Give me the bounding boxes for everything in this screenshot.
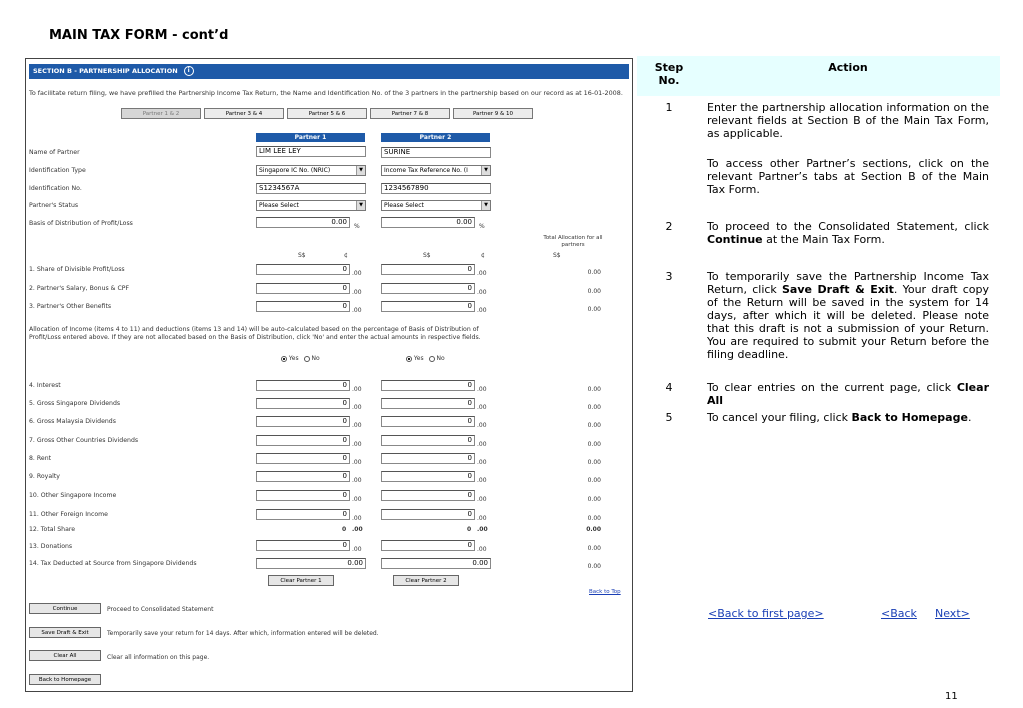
step-5-text — [707, 411, 989, 424]
step-text: To proceed to the Consolidated Statement, click — [707, 220, 989, 233]
radio-yes-label: Yes — [413, 355, 424, 362]
chevron-down-icon: ▼ — [481, 166, 490, 175]
item-11-total: 0.00 — [587, 515, 601, 522]
step-4-text — [707, 381, 989, 407]
radio-no-label: No — [436, 355, 445, 362]
item-label: 11. Other Foreign Income — [29, 511, 108, 518]
radio-no-label: No — [311, 355, 320, 362]
cent-suffix: .00 — [352, 441, 362, 448]
tab-partner-3-4[interactable]: Partner 3 & 4 — [204, 108, 284, 119]
cent-suffix: .00 — [477, 307, 487, 314]
step-bold: Clear All — [707, 381, 989, 407]
item-1-p2-input[interactable]: 0 — [381, 264, 475, 275]
label-partner-status: Partner's Status — [29, 202, 79, 209]
item-8-p2-input[interactable]: 0 — [381, 453, 475, 464]
total-share-suffix: .00 — [352, 526, 363, 533]
item-5-total: 0.00 — [587, 404, 601, 411]
item-10-total: 0.00 — [587, 496, 601, 503]
partner-2-basis-input[interactable]: 0.00 — [381, 217, 475, 228]
step-number: 1 — [665, 101, 673, 114]
cent-suffix: .00 — [477, 441, 487, 448]
radio-yes-label: Yes — [288, 355, 299, 362]
currency-cent-2: ¢ — [481, 252, 485, 259]
donations-total: 0.00 — [587, 545, 601, 552]
cent-suffix: .00 — [352, 496, 362, 503]
step-number: 3 — [665, 270, 673, 283]
step-2-text — [707, 220, 989, 246]
partner-2-id-no-input[interactable]: 1234567890 — [381, 183, 491, 194]
item-10-p1-input[interactable]: 0 — [256, 490, 350, 501]
tax-deducted-total: 0.00 — [587, 563, 601, 570]
partner-1-id-no-input[interactable]: S1234567A — [256, 183, 366, 194]
chevron-down-icon: ▼ — [481, 201, 490, 210]
item-4-p1-input[interactable]: 0 — [256, 380, 350, 391]
clear-partner-1-button[interactable]: Clear Partner 1 — [268, 575, 334, 586]
step-text: To clear entries on the current page, click — [707, 381, 957, 394]
tax-deducted-p1-input[interactable]: 0.00 — [256, 558, 366, 569]
cent-suffix: .00 — [477, 289, 487, 296]
item-3-p2-input[interactable]: 0 — [381, 301, 475, 312]
intro-text: To facilitate return filing, we have prefilled the Partnership Income Tax Return, the Name and Identification No. of the 3 partners in the partnership based on our record as at 16-01-2008. — [29, 89, 623, 97]
cent-suffix: .00 — [352, 515, 362, 522]
item-2-p2-input[interactable]: 0 — [381, 283, 475, 294]
step-3-text — [707, 270, 989, 361]
clear-all-button[interactable]: Clear All — [29, 650, 101, 661]
step-text: . — [967, 411, 972, 424]
cent-suffix: .00 — [352, 459, 362, 466]
item-label: 1. Share of Divisible Profit/Loss — [29, 266, 125, 273]
cent-suffix: .00 — [352, 386, 362, 393]
partner-1-id-type-value: Singapore IC No. (NRIC) — [259, 167, 331, 174]
tax-deducted-p2-input[interactable]: 0.00 — [381, 558, 491, 569]
radio-no-p2[interactable] — [429, 356, 435, 362]
item-label: 3. Partner's Other Benefits — [29, 303, 112, 310]
tab-partner-9-10[interactable]: Partner 9 & 10 — [453, 108, 533, 119]
partner-1-name-input[interactable]: LIM LEE LEY — [256, 146, 366, 157]
item-11-p2-input[interactable]: 0 — [381, 509, 475, 520]
tax-deducted-label: 14. Tax Deducted at Source from Singapore Dividends — [29, 560, 197, 567]
cent-suffix: .00 — [477, 515, 487, 522]
step-text: To cancel your filing, click — [707, 411, 852, 424]
item-4-p2-input[interactable]: 0 — [381, 380, 475, 391]
partner-2-id-type-value: Income Tax Reference No. (I — [384, 167, 468, 174]
item-6-p1-input[interactable]: 0 — [256, 416, 350, 427]
cent-suffix: .00 — [477, 496, 487, 503]
tab-partner-1-2[interactable]: Partner 1 & 2 — [121, 108, 201, 119]
total-allocation-header: Total Allocation for all partners — [543, 235, 603, 248]
partner-1-header: Partner 1 — [256, 133, 365, 142]
item-6-p2-input[interactable]: 0 — [381, 416, 475, 427]
percent-sign: % — [479, 223, 485, 230]
slide-title: MAIN TAX FORM - cont’d — [49, 28, 229, 43]
donations-label: 13. Donations — [29, 543, 73, 550]
partner-2-status-select[interactable] — [381, 200, 491, 211]
cent-suffix: .00 — [352, 270, 362, 277]
partner-1-basis-input[interactable]: 0.00 — [256, 217, 350, 228]
step-bold: Back to Homepage — [851, 411, 968, 424]
currency-sd-total: S$ — [553, 252, 561, 259]
item-label: 9. Royalty — [29, 473, 60, 480]
back-to-first-page-link[interactable]: <Back to first page> — [708, 607, 824, 620]
partner-2-name-input[interactable]: SURINE — [381, 147, 491, 158]
step-number: 4 — [665, 381, 673, 394]
next-link[interactable]: Next> — [935, 607, 970, 620]
step-text: at the Main Tax Form. — [762, 233, 885, 246]
step-text: To temporarily save the Partnership Income Tax Return, click — [707, 270, 989, 296]
cent-suffix: .00 — [352, 289, 362, 296]
item-7-total: 0.00 — [587, 441, 601, 448]
radio-no-p1[interactable] — [304, 356, 310, 362]
partner-2-status-value: Please Select — [384, 202, 424, 209]
item-3-p1-input[interactable]: 0 — [256, 301, 350, 312]
label-identification-type: Identification Type — [29, 167, 86, 174]
tab-partner-7-8[interactable]: Partner 7 & 8 — [370, 108, 450, 119]
item-1-total: 0.00 — [587, 269, 601, 276]
donations-p2-input[interactable]: 0 — [381, 540, 475, 551]
currency-cent-1: ¢ — [344, 252, 348, 259]
back-to-homepage-button[interactable]: Back to Homepage — [29, 674, 101, 685]
item-label: 2. Partner's Salary, Bonus & CPF — [29, 285, 130, 292]
item-11-p1-input[interactable]: 0 — [256, 509, 350, 520]
chevron-down-icon: ▼ — [356, 201, 365, 210]
step-bold: Save Draft & Exit — [782, 283, 894, 296]
partner-1-allocation-radio — [281, 355, 320, 362]
cent-suffix: .00 — [477, 459, 487, 466]
item-8-total: 0.00 — [587, 459, 601, 466]
total-share-p2: 0 — [467, 526, 472, 533]
clear-partner-2-button[interactable]: Clear Partner 2 — [393, 575, 459, 586]
percent-sign: % — [354, 223, 360, 230]
cent-suffix: .00 — [477, 386, 487, 393]
total-share-total: 0.00 — [586, 526, 601, 533]
partner-1-status-select[interactable] — [256, 200, 366, 211]
continue-button[interactable]: Continue — [29, 603, 101, 614]
item-label: 7. Gross Other Countries Dividends — [29, 437, 139, 444]
currency-sd-1: S$ — [298, 252, 306, 259]
total-share-label: 12. Total Share — [29, 526, 76, 533]
step-bold: Continue — [707, 233, 763, 246]
item-4-total: 0.00 — [587, 386, 601, 393]
item-2-total: 0.00 — [587, 288, 601, 295]
item-3-total: 0.00 — [587, 306, 601, 313]
cent-suffix: .00 — [352, 307, 362, 314]
donations-p1-input[interactable]: 0 — [256, 540, 350, 551]
item-5-p1-input[interactable]: 0 — [256, 398, 350, 409]
save-draft-exit-button[interactable]: Save Draft & Exit — [29, 627, 101, 638]
cent-suffix: .00 — [477, 404, 487, 411]
item-label: 10. Other Singapore Income — [29, 492, 117, 499]
save-draft-desc: Temporarily save your return for 14 days. After which, information entered will be deleted. — [107, 630, 379, 637]
cent-suffix: .00 — [352, 546, 362, 553]
item-5-p2-input[interactable]: 0 — [381, 398, 475, 409]
back-link[interactable]: <Back — [881, 607, 917, 620]
item-9-p1-input[interactable]: 0 — [256, 471, 350, 482]
tab-partner-5-6[interactable]: Partner 5 & 6 — [287, 108, 367, 119]
partner-1-id-type-select[interactable] — [256, 165, 366, 176]
item-10-p2-input[interactable]: 0 — [381, 490, 475, 501]
info-icon[interactable]: i — [184, 66, 194, 76]
step-1-text-a: Enter the partnership allocation information on the relevant fields at Section B of the Main Tax Form, as applicable. — [707, 101, 989, 140]
section-title: SECTION B - PARTNERSHIP ALLOCATION — [33, 67, 178, 75]
item-7-p1-input[interactable]: 0 — [256, 435, 350, 446]
cent-suffix: .00 — [352, 422, 362, 429]
item-label: 4. Interest — [29, 382, 61, 389]
item-label: 6. Gross Malaysia Dividends — [29, 418, 116, 425]
step-no-header: Step No. — [654, 61, 684, 87]
total-share-suffix: .00 — [477, 526, 488, 533]
item-7-p2-input[interactable]: 0 — [381, 435, 475, 446]
step-text: . Your draft copy of the Return will be saved in the system for 14 days, after which it will be deleted. Please note that this draft is not a submission of your Return. You are required to submit your Return before the filing deadline. — [707, 283, 989, 361]
page-number: 11 — [945, 691, 958, 702]
allocation-note: Allocation of Income (items 4 to 11) and deductions (items 13 and 14) will be auto-calculated based on the percentage of Basis of Distribution of Profit/Loss entered above. If they are not allocated based on the Basis of Distribution, click 'No' and enter the actual amounts in respective fields. — [29, 326, 481, 341]
step-number: 2 — [665, 220, 673, 233]
tax-form-screenshot — [25, 58, 633, 692]
item-2-p1-input[interactable]: 0 — [256, 283, 350, 294]
currency-sd-2: S$ — [423, 252, 431, 259]
total-share-p1: 0 — [342, 526, 347, 533]
item-label: 8. Rent — [29, 455, 52, 462]
partner-2-allocation-radio — [406, 355, 445, 362]
back-to-top-link[interactable]: Back to Top — [589, 589, 621, 595]
action-header: Action — [828, 61, 868, 74]
label-identification-no: Identification No. — [29, 185, 82, 192]
item-9-total: 0.00 — [587, 477, 601, 484]
radio-yes-p1[interactable] — [281, 356, 287, 362]
cent-suffix: .00 — [477, 270, 487, 277]
continue-desc: Proceed to Consolidated Statement — [107, 606, 214, 613]
item-8-p1-input[interactable]: 0 — [256, 453, 350, 464]
cent-suffix: .00 — [477, 477, 487, 484]
partner-2-header: Partner 2 — [381, 133, 490, 142]
partner-2-id-type-select[interactable] — [381, 165, 491, 176]
step-number: 5 — [665, 411, 673, 424]
cent-suffix: .00 — [477, 422, 487, 429]
cent-suffix: .00 — [477, 546, 487, 553]
step-1-text-b: To access other Partner’s sections, click on the relevant Partner’s tabs at Section B of the Main Tax Form. — [707, 157, 989, 196]
partner-1-status-value: Please Select — [259, 202, 299, 209]
cent-suffix: .00 — [352, 404, 362, 411]
chevron-down-icon: ▼ — [356, 166, 365, 175]
item-1-p1-input[interactable]: 0 — [256, 264, 350, 275]
label-name-of-partner: Name of Partner — [29, 149, 80, 156]
item-9-p2-input[interactable]: 0 — [381, 471, 475, 482]
section-header — [29, 64, 629, 79]
cent-suffix: .00 — [352, 477, 362, 484]
item-label: 5. Gross Singapore Dividends — [29, 400, 121, 407]
radio-yes-p2[interactable] — [406, 356, 412, 362]
label-basis-distribution: Basis of Distribution of Profit/Loss — [29, 220, 133, 227]
item-6-total: 0.00 — [587, 422, 601, 429]
clear-all-desc: Clear all information on this page. — [107, 654, 210, 661]
